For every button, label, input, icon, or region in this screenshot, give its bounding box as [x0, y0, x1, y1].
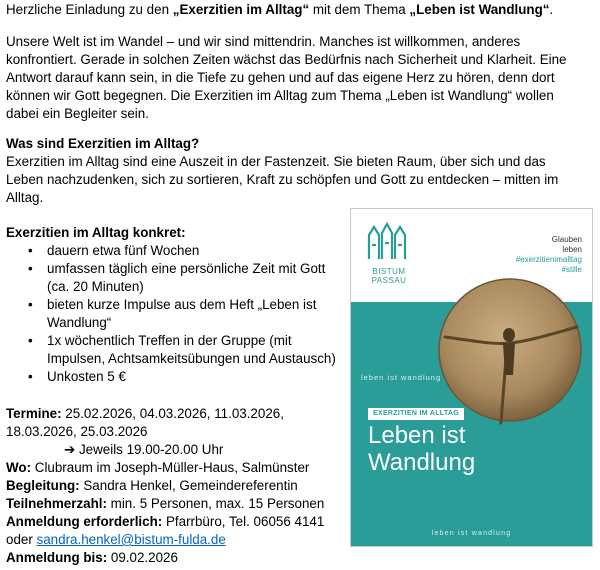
dates-label: Termine: — [6, 406, 62, 421]
bistum-name — [361, 267, 417, 285]
email-link[interactable]: sandra.henkel@bistum-fulda.de — [36, 532, 226, 547]
bullet-icon: • — [28, 261, 33, 276]
question-heading: Was sind Exerzitien im Alltag? — [6, 136, 200, 151]
bullet-icon: • — [28, 369, 33, 384]
subtitle-bottom: leben ist wandlung — [431, 530, 512, 537]
list-item — [6, 242, 336, 260]
concrete-heading: Exerzitien im Alltag konkret: — [6, 225, 186, 240]
guide-value: Sandra Henkel, Gemeindereferentin — [79, 478, 298, 493]
deadline-label: Anmeldung bis: — [6, 550, 108, 565]
guide-label: Begleitung: — [6, 478, 80, 493]
bronze-crucifix-artwork — [435, 275, 585, 425]
participants-label: Teilnehmerzahl: — [6, 496, 107, 511]
dates-value: 25.02.2026, 04.03.2026, 11.03.2026, 18.03.2026, 25.03.2026 — [6, 406, 284, 439]
guide-line — [6, 477, 341, 495]
intro-suffix: . — [549, 2, 554, 17]
intro-middle: mit dem Thema — [309, 2, 410, 17]
location-line — [6, 459, 341, 477]
event-details — [6, 405, 341, 567]
registration-line — [6, 513, 341, 531]
bullet-icon: • — [28, 333, 33, 348]
dates-line — [6, 405, 341, 441]
arrow-right-icon: ➔ — [64, 442, 76, 457]
participants-value: min. 5 Personen, max. 15 Personen — [106, 496, 325, 511]
or-text: oder — [6, 532, 37, 547]
bullet-text: 1x wöchentlich Treffen in der Gruppe (mit Impulsen, Achtsamkeitsübungen und Austausch) — [47, 333, 336, 366]
bullet-text: Unkosten 5 € — [47, 369, 126, 384]
deadline-line — [6, 549, 341, 567]
tag-leben: leben — [562, 245, 582, 254]
bullet-icon: • — [28, 297, 33, 312]
list-item — [6, 296, 336, 332]
details-bullet-list — [6, 242, 336, 386]
list-item — [6, 368, 336, 386]
registration-value: Pfarrbüro, Tel. 06056 4141 — [162, 514, 325, 529]
intro-paragraph: Unsere Welt ist im Wandel – und wir sind mittendrin. Manches ist willkommen, anderes konfrontiert. Gerade in solchen Zeiten wächst das Bedürfnis nach Sicherheit und Klarheit. Eine Antwort darauf kann sein, in die Tiefe zu gehen und auf das eigene Herz zu hören, denn dort können wir Gott begegnen. Die Exerzitien im Alltag zum Thema „Leben ist Wandlung“ wollen dabei ein Begleiter sein. — [6, 34, 567, 121]
bistum-passau-logo-icon — [365, 221, 409, 261]
location-label: Wo: — [6, 460, 32, 475]
cover-title — [368, 422, 475, 476]
intro-theme: „Leben ist Wandlung“ — [409, 2, 550, 17]
bullet-text: bieten kurze Impulse aus dem Heft „Leben ist Wandlung“ — [47, 297, 317, 330]
bistum-line2: PASSAU — [371, 276, 407, 285]
time-line — [6, 441, 341, 459]
participants-line — [6, 495, 341, 513]
cover-tags — [516, 235, 582, 275]
bullet-text: umfassen täglich eine persönliche Zeit mit Gott (ca. 20 Minuten) — [47, 261, 326, 294]
list-item — [6, 260, 336, 296]
bistum-line1: BISTUM — [372, 267, 406, 276]
time-value: Jeweils 19.00-20.00 Uhr — [75, 442, 224, 457]
cover-title-line2: Wandlung — [368, 449, 476, 476]
registration-label: Anmeldung erforderlich: — [6, 514, 163, 529]
email-line — [6, 531, 341, 549]
location-value: Clubraum im Joseph-Müller-Haus, Salmünster — [31, 460, 310, 475]
cover-badge: EXERZITIEN IM ALLTAG — [368, 408, 464, 420]
subtitle-top: leben ist wandlung — [361, 373, 442, 382]
intro-line — [6, 1, 553, 19]
intro-event: „Exerzitien im Alltag“ — [172, 2, 310, 17]
bullet-text: dauern etwa fünf Wochen — [47, 243, 200, 258]
explanation-paragraph: Exerzitien im Alltag sind eine Auszeit in der Fastenzeit. Sie bieten Raum, über sich und das Leben nachzudenken, sich zu sortieren, Kraft zu schöpfen und Gott zu entdecken – mitten im Alltag. — [6, 154, 559, 205]
list-item — [6, 332, 336, 368]
cover-title-line1: Leben ist — [368, 422, 466, 449]
intro-prefix: Herzliche Einladung zu den — [6, 2, 173, 17]
bullet-icon: • — [28, 243, 33, 258]
tag-hashtag-exerzitien: #exerzitienimalltag — [515, 255, 582, 264]
booklet-cover-image — [350, 208, 593, 547]
tag-glauben: Glauben — [551, 235, 582, 244]
tag-hashtag-stille: #stille — [561, 265, 582, 274]
deadline-value: 09.02.2026 — [107, 550, 178, 565]
